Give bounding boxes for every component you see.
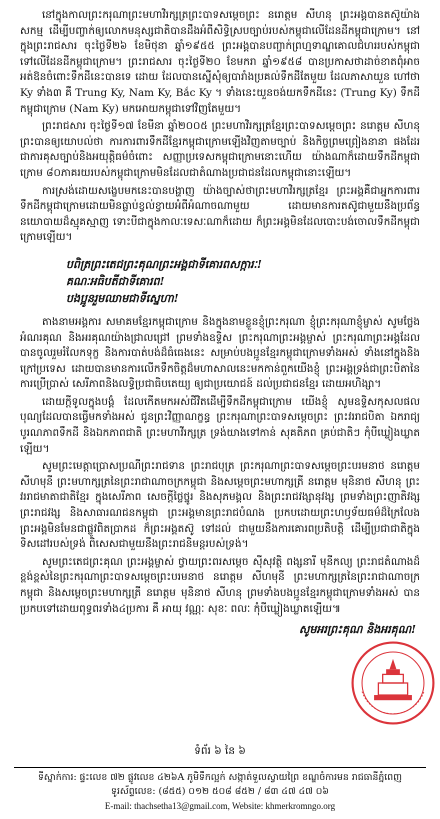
salutation-line-3: បងប្អូនរួមឈាមជាទីស្នេហា!: [66, 291, 179, 305]
paragraph-1: នៅក្នុងកាលព្រះករុណាព្រះមហាវិរក្សត្រព្រះបាទសម្ដេចព្រះ នរោត្តម សីហនុ ព្រះអង្គបានតស៊ូយ៉ាងសកម្ម ដើម្បីបញ្ចាក់ឲ្យលោកមនុស្សជាតិបានដឹងអំពីសិទ្ធិស្របច្បាប់របស់កម្ពុជាលើដែនដីកម្ពុជាក្រោម។ នៅក្នុងព្រះរាជសារ ចុះថ្ងៃទី២៦ ខែមិថុនា ឆ្នាំ១៩៥៥ ព្រះអង្គបានបញ្ជាក់ព្រហ្មទាណ្ឌគោលជំហររបស់កម្ពុជាទៅលើដែនដីកម្ពុជាក្រោម។ ព្រះរាជសារ ចុះថ្ងៃទី២០ ខែមករា ឆ្នាំ១៩៥៨ បានប្រកាសថាដាច់ខាតពុំអាចអត់ឱនចំពោះទឹកដីនេះបានទេ ដោយ ដែលបានស្នើសុំឲ្យបារាំងប្រគល់ទឹកដីតែមួយ ដែលភាសាយួន ហៅថា Ky ទាំង៣ គឺ Trung Ky, Nam Ky, Bắc Ky ។ ទាំងនេះយួនចង់យកទឹកដីនេះ (Trung Ky) ទឹកដីកម្ពុជាក្រោម (Nam Ky) មកអោយកម្ពុជាទៅវិញតែមួយ។: [20, 9, 420, 115]
footer-divider: [14, 767, 426, 768]
footer: [0, 771, 440, 813]
salutation-line-1: បពិត្រព្រះតេជព្រះគុណព្រះអង្គជាទីគោរពសក្ការៈ!: [66, 257, 262, 271]
paragraph-7: សូមព្រះតេជព្រះគុណ ព្រះអង្គម្ចាស់ ថ្វាយព្រះពរសម្ដេច ស៊ីសុវត្ថិ ពង្សនារី មុនីកល្យ ព្រះរាជតំណាងដ៏ខ្ពង់ខ្ពស់នៃព្រះករុណាព្រះបាទសម្ដេចព្រះបរមនាថ នរោត្តម សីហមុនី ព្រះមហាក្សត្រនៃព្រះរាជាណាចក្រកម្ពុជា និងសម្ដេចព្រះមហាក្សត្រី នរោត្តម មុនិនាថ សីហនុ ព្រមទាំងបងប្អូនខ្មែរកម្ពុជាក្រោមទាំងអស់ បានប្រកបទៅដោយពុទ្ធពរទាំង៤ប្រការ គឺ អាយុ វណ្ណៈ សុខៈ ពលៈ កុំបីឃ្លៀងឃ្លាតឡើយ៕: [20, 555, 420, 615]
paragraph-2: ព្រះរាជសារ ចុះថ្ងៃទី១៧ ខែមីនា ឆ្នាំ២០០៥ ព្រះមហាវិរក្សត្រខ្មែរព្រះបាទសម្ដេចព្រះ នរោត្តម សីហនុ ព្រះបានឲ្យយោបល់ថា ការការពារទឹកដីខ្មែរកម្ពុជាក្រោមឡើងវិញតាមច្បាប់ និងកិច្ចព្រមព្រៀងនានា ផងដែរ ជាការគុសច្បាប់និងអយុត្តិធម៌ចំពោះ សញ្ញាប្រទេសកម្ពុជាក្រោមនោះហើយ យ៉ាងណាក៏ដោយទឹកដីកម្ពុជាក្រោម ៨០ភាគរយរបស់កម្ពុជាក្រោមមិនដែលជាតំណាងប្រជាជនដែលកម្ពុជានោះឡើយ។: [20, 120, 420, 179]
letter-body: [20, 8, 420, 639]
page-number: ទំព័រ ៦ នៃ ៦: [194, 745, 246, 757]
salutation-block: [66, 256, 420, 307]
footer-phone: ទូរស័ព្ទលេខ: (៨៥៥) ០១២ ៥០៨ ៨៥២ / ៨៣ ៤៧ ៤៧ ០៦: [111, 786, 329, 797]
footer-email-website: E-mail: thachsetha13@gmail.com, Website: khmerkromngo.org: [104, 801, 336, 811]
paragraph-4: តាងនាមអង្គការ សមាគមខ្មែរកម្ពុជាក្រោម និងក្នុងនាមខ្លួនខ្ញុំព្រះករុណា ខ្ញុំព្រះករុណាខ្ញុំម្ចាស់ សូមថ្លែងអំណរគុណ និងអរគុណយ៉ាងជ្រាលជ្រៅ ព្រមទាំងឧទ្ទិស ព្រះករុណាព្រះអង្គម្ចាស់ ព្រះករុណាព្រះអង្គដែលបានចូលរួមរំលែកទុក្ខ និងការបាត់បង់ដ៏ធំធេងនេះ សម្រាប់បងប្អូនខ្មែរកម្ពុជាក្រោមទាំងអស់ ទាំងនៅក្នុងនិងក្រៅប្រទេស ដោយបានមានការលើកទឹកចិត្តដ៏មហាសាលនេះមកកាន់ពួកយើងខ្ញុំ ព្រះអង្គទ្រង់ជាព្រះបិតានៃការប្រើប្រាស់ សេរីភាពនិងលទ្ធិប្រជាធិបតេយ្យ ឲ្យជាប្រយោជន៍ ដល់ប្រជាជនខ្មែរ ដោយអហិង្សា។: [20, 315, 420, 391]
paragraph-3: ការស្រង់ដោយសង្ខេបមកនេះបានបង្ហាញ យ៉ាងច្បាស់ថាព្រះមហាវិរក្សត្រខ្មែរ ព្រះអង្គគឺជាអ្នកការពារទឹកដីកម្ពុជាក្រោមដោយមិនធ្លាប់ខ្វល់ខ្វាយអំពីអំណាចណាមួយ ដោយមានការតស៊ូជាមួយនឹងប្រព័ន្ធនយោបាយដ៏ស្មុគស្មាញ ទោះបីជាក្នុងកាលៈទេសៈណាក៏ដោយ ក៏ព្រះអង្គមិនដែលបោះបង់ចោលទឹកដីកម្ពុជាក្រោមឡើយ។: [20, 184, 420, 244]
salutation-line-2: គណៈអធិបតីជាទីគោរព!: [66, 274, 165, 288]
closing-line: សូមអរព្រះគុណ និងអរគុណ!: [299, 623, 416, 637]
paragraph-5: ដោយក្ដីទូលក្នុងបង្គំ ដែលកើតមកអស់ជីវិតដើម្បីទឹកដីកម្ពុជាក្រោម យើងខ្ញុំ សូមឧទ្ទិសកុសលផលបុណ្យដែលបានធ្វើមកទាំងអស់ ជូនព្រះវិញ្ញាណក្ខន្ធ ព្រះករុណាព្រះបាទសម្ដេចព្រះ ព្រះវររាជបិតា ឯករាជ្យ បូរណភាពទឹកដី និងឯកភាពជាតិ ព្រះមហាវីរក្សត្រ ទ្រង់យាងទៅកាន់ សុគតិភព គ្រប់ជាតិៗ កុំបីឃ្លៀងឃ្លាតឡើយ។: [20, 395, 420, 455]
paragraph-6: សូមព្រះមេត្តាប្រោសប្រណីព្រះរាជទាន ព្រះរាជបុត្រ ព្រះករុណាព្រះបាទសម្ដេចព្រះបរមនាថ នរោត្តម សីហមុនី ព្រះមហាក្សត្រនៃព្រះរាជាណាចក្រកម្ពុជា និងសម្ដេចព្រះមហាក្សត្រី នរោត្តម មុនិនាថ សីហនុ ព្រះវររាជមាតាជាតិខ្មែរ ក្នុងសេរីភាព សេចក្ដីថ្លៃថ្នូរ និងសុភមង្គល និងព្រះរាជវង្សានុវង្ស ព្រមទាំងព្រះញាតិវង្ស ព្រះរាជវង្ស និងសាធារណជនកម្ពុជា ព្រះអង្គមានព្រះរាជបំណង ប្រកបដោយព្រះហឫទ័យធម៌ដ៏ក្រៃលែង ព្រះអង្គមិនមែនជាផ្លូវពិតប្រាកដ ក៏ព្រះអង្គតស៊ូ ទៅដល់ ជាមួយនឹងការគោរពប្រតិបត្តិ ដើម្បីប្រជាជាតិក្នុងទិសដៅរបស់ទ្រង់ ពិសេសជាមួយនឹងព្រះរាជនិមន្តរបស់ទ្រង់។: [20, 460, 420, 551]
organization-seal-icon: [350, 640, 436, 726]
footer-address: ទីស្នាក់ការ: ផ្ទះលេខ ៧២ ផ្លូវលេខ ៤២៦A ភូមិទឹកល្អក់ សង្កាត់ទួលស្វាយព្រៃ ខណ្ឌចំការមន រាជធានីភ្នំពេញ: [38, 772, 402, 783]
